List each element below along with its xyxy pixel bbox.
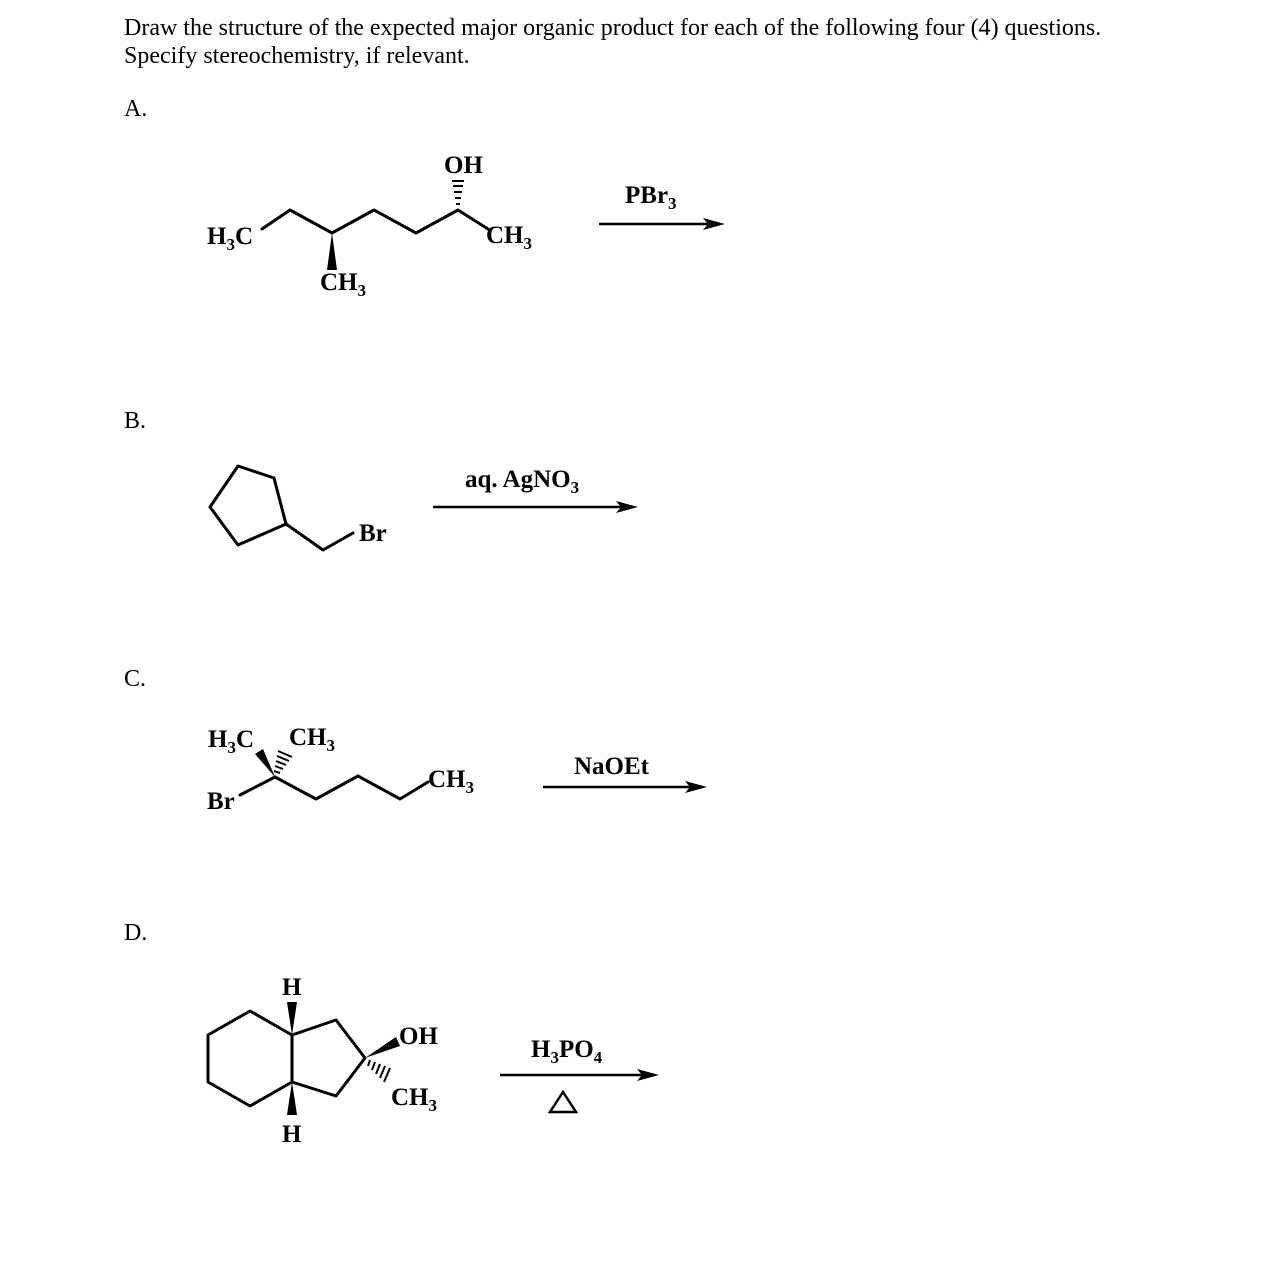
d-top-hydrogen: H [282,974,302,1001]
d-bottom-hydrogen: H [282,1121,302,1148]
question-a-label: A. [124,96,148,122]
d-top-wedge [287,1002,297,1035]
d-reagent: $H_3PO_4$ [531,1036,603,1067]
d-methyl: $CH_3$ [391,1084,437,1115]
c-hash-bond [274,751,292,773]
c-hash-methyl: $CH_3$ [289,724,335,755]
a-carbon-chain [262,210,488,233]
question-b-scheme [210,466,638,550]
a-left-methyl: $H_3C$ [207,223,254,254]
d-cyclohexane-ring [208,1011,292,1106]
question-a-scheme [207,152,725,300]
question-d-scheme [208,974,659,1148]
a-wedge-bond [327,233,337,270]
a-branch-methyl: $CH_3$ [320,269,366,300]
question-c-scheme [207,724,707,815]
b-cyclopentane-ring [210,466,286,545]
c-reagent: NaOEt [574,753,649,780]
c-wedge-methyl: $H_3C$ [208,726,255,757]
a-reagent: PBr$_3$ [625,182,677,213]
c-end-methyl: $CH_3$ [428,766,474,797]
a-right-methyl: $CH_3$ [486,222,532,253]
c-wedge-bond [255,749,275,777]
d-hydroxyl: OH [399,1023,438,1050]
instructions-line-1: Draw the structure of the expected major organic product for each of the following four (4) questions. [124,15,1102,41]
c-carbon-chain [275,776,428,799]
d-methyl-hash [368,1060,390,1082]
b-bromine: Br [359,520,387,547]
d-hydroxyl-wedge [365,1037,400,1058]
c-bromine: Br [207,788,235,815]
question-d-label: D. [124,920,148,946]
question-b-label: B. [124,408,147,434]
instructions-line-2: Specify stereochemistry, if relevant. [124,43,470,69]
b-reagent: aq. AgNO$_3$ [465,466,580,497]
a-hash-bond [452,181,464,204]
a-hydroxyl: OH [444,152,483,179]
d-cyclopentane-ring [292,1020,365,1096]
question-c-label: C. [124,666,147,692]
b-side-chain [286,524,353,550]
c-bromine-bond [240,777,275,795]
heat-delta-icon [550,1092,576,1112]
d-bottom-wedge [287,1082,297,1115]
